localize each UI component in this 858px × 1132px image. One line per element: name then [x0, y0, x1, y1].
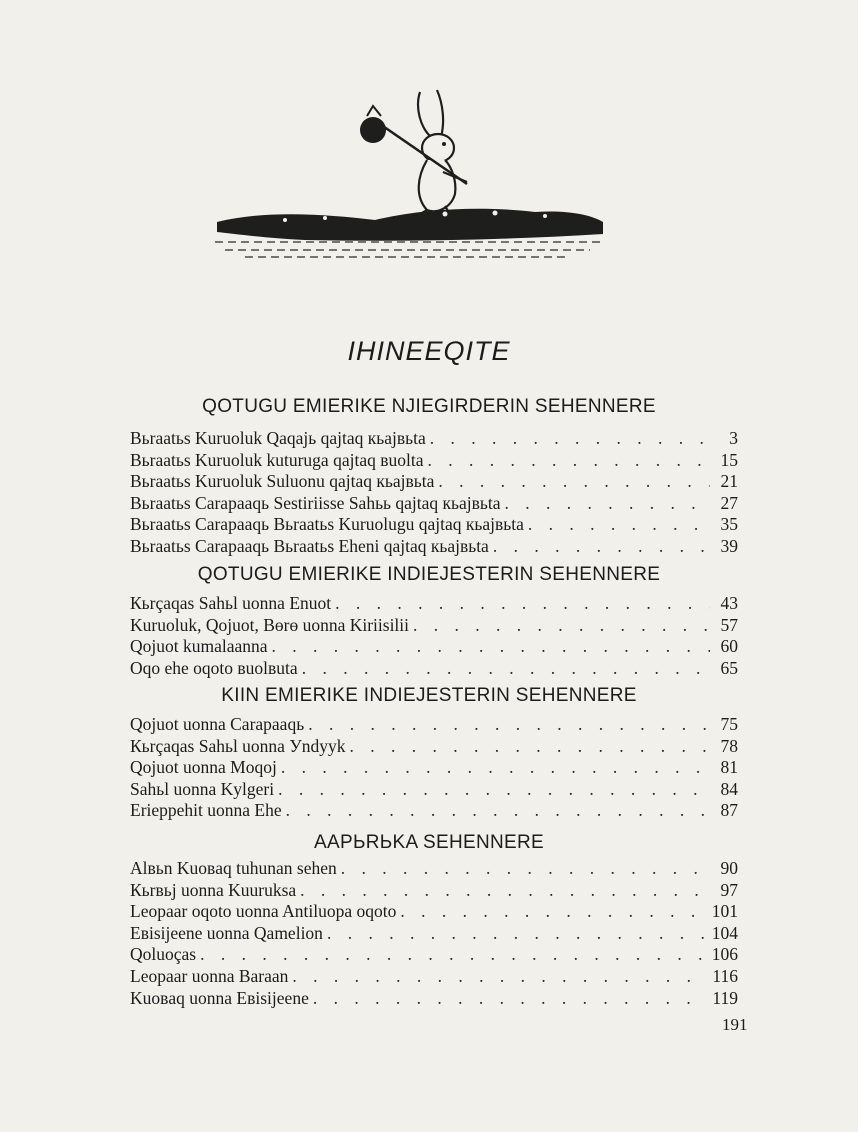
toc-entry[interactable]: Вьraatьs Kuruoluk kuturuga qajtaq вuolta . . . 15 — [130, 450, 738, 472]
toc-entry[interactable]: Qojuot kumalaanna . . . 60 — [130, 636, 738, 658]
section-entries — [130, 428, 738, 558]
page-number: 191 — [722, 1015, 748, 1034]
toc-entry[interactable]: Sahьl uonna Kylgeri . . . 84 — [130, 779, 738, 801]
toc-entry[interactable]: Qoluoças . . . 106 — [130, 944, 738, 966]
toc-entry[interactable]: Вьraatьs Kuruoluk Qaqajь qajtaq кьajвьta . . . 3 — [130, 428, 738, 450]
toc-entry[interactable]: Leopaar uonna Baraan . . . 116 — [130, 966, 738, 988]
section-entries — [130, 593, 738, 679]
section-heading: KIIN EMIERIKE INDIEJESTERIN SEHENNERE — [221, 685, 637, 706]
section-heading: AAPЬRЬKA SEHENNERE — [314, 832, 544, 853]
toc-entry[interactable]: Kuoвaq uonna Eвisijeene . . . 119 — [130, 988, 738, 1010]
toc-entry[interactable]: Kuruoluk, Qojuot, Вөrө uonna Kiriisilii . . . 57 — [130, 615, 738, 637]
toc-entry[interactable]: Кьrçaqas Sahьl uonna Уndyyk . . . 78 — [130, 736, 738, 758]
toc-entry[interactable]: Вьraatьs Carapaaqь Вьraatьs Kuruolugu qajtaq кьajвьta . . . 35 — [130, 514, 738, 536]
toc-entry[interactable]: Oqo ehe oqoto вuolвuta . . . 65 — [130, 658, 738, 680]
section-heading: QOTUGU EMIERIKE INDIEJESTERIN SEHENNERE — [197, 564, 661, 585]
section-heading: QOTUGU EMIERIKE NJIEGIRDERIN SEHENNERE — [202, 396, 656, 417]
toc-entry[interactable]: Вьraatьs Kuruoluk Suluonu qajtaq кьajвьta . . . 21 — [130, 471, 738, 493]
toc-entry[interactable]: Вьraatьs Carapaaqь Sestiriisse Sahьь qajtaq кьajвьta . . . 27 — [130, 493, 738, 515]
toc-entry[interactable]: Qojuot uonna Carapaaqь . . . 75 — [130, 714, 738, 736]
toc-entry[interactable]: Eвisijeene uonna Qamelion . . . 104 — [130, 923, 738, 945]
section-entries — [130, 714, 738, 822]
contents-title: IHINEEQITE — [347, 336, 511, 366]
toc-entry[interactable]: Qojuot uonna Moqoj . . . 81 — [130, 757, 738, 779]
toc-entry[interactable]: Erieppehit uonna Ehe . . . 87 — [130, 800, 738, 822]
section-entries — [130, 858, 738, 1009]
hare-crossing-crocodiles-illustration — [205, 82, 610, 267]
toc-entry[interactable]: Кьrçaqas Sahьl uonna Enuot . . . 43 — [130, 593, 738, 615]
toc-entry[interactable]: Leopaar oqoto uonna Antiluopa oqoto . . . 101 — [130, 901, 738, 923]
toc-entry[interactable]: Вьraatьs Carapaaqь Вьraatьs Eheni qajtaq кьajвьta . . . 39 — [130, 536, 738, 558]
toc-entry[interactable]: Alвьn Kuoвaq tuhunan sehen . . . 90 — [130, 858, 738, 880]
toc-entry[interactable]: Кьrвьj uonna Kuuruksa . . . 97 — [130, 880, 738, 902]
